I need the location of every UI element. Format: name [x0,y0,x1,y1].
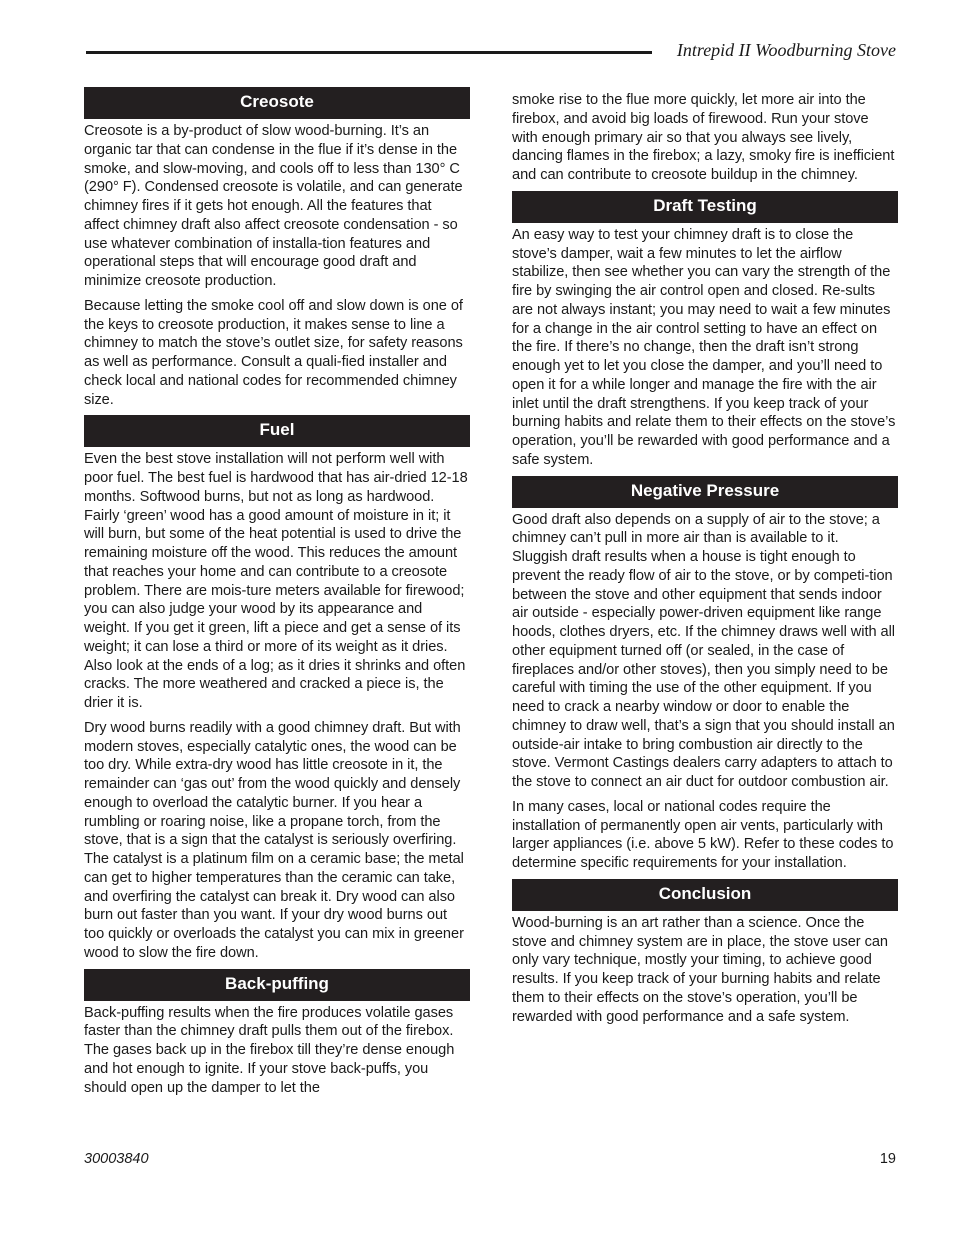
page-number: 19 [879,1151,896,1167]
back-puffing-continued: smoke rise to the flue more quickly, let more air into the firebox, and avoid big loads of firewood. Run your stove with enough primary air so that you always see lively, dancing flames in the firebox; a lazy, smoky fire is inefficient and can contribute to creosote buildup in the chimney. [512,92,895,183]
right-column [512,91,898,1032]
section-heading-back-puffing: Back-puffing [84,969,470,1001]
section-heading-conclusion: Conclusion [512,879,898,911]
fuel-paragraph-1: Even the best stove installation will not perform well with poor fuel. The best fuel is hardwood that has air-dried 12-18 months. Softwood burns, but not as long as hardwood. Fairly ‘green’ wood has a good amount of moisture in it; it will burn, but some of the heat potential is used to drive the remaining moisture off the wood. This reduces the amount that reaches your home and can contribute to a creosote problem. There are mois-ture meters available for firewood; you can also judge your wood by its appearance and weight. If you get it green, lift a piece and get a sense of its weight; it can lose a third or more of its weight as it dries. Also look at the ends of a log; as it dries it shrinks and often cracks. The more weathered and cracked a piece is, the drier it is. [84,451,468,711]
creosote-paragraph-2: Because letting the smoke cool off and slow down is one of the keys to creosote production, it makes sense to line a chimney to match the stove’s outlet size, for safety reasons as well as performance. Consult a quali-fied installer and check local and national codes for recommended chimney size. [84,297,463,408]
back-puffing-paragraph-1: Back-puffing results when the fire produces volatile gases faster than the chimney draft pulls them out of the firebox. The gases back up in the firebox till they’re dense enough and hot enough to ignite. If your stove back-puffs, you should open up the damper to let the [84,1004,455,1096]
section-heading-negative-pressure: Negative Pressure [512,476,898,508]
negative-pressure-paragraph-2: In many cases, local or national codes require the installation of permanently open air vents, particularly with larger appliances (i.e. above 5 kW). Refer to these codes to determine specific requirements for your installation. [512,798,894,871]
section-heading-fuel: Fuel [84,415,470,447]
section-heading-draft-testing: Draft Testing [512,191,898,223]
section-heading-creosote: Creosote [84,87,470,119]
creosote-paragraph-1: Creosote is a by-product of slow wood-burning. It’s an organic tar that can condense in the flue if it’s dense in the smoke, and slow-moving, and cools off to less than 130° C (290° F). Condensed creosote is volatile, and can generate chimney fires if it gets hot enough. All the features that affect chimney draft also affect creosote condensation - so use whatever combination of installa-tion features and operational steps that will encourage good draft and minimize creosote production. [84,123,463,289]
negative-pressure-paragraph-1: Good draft also depends on a supply of air to the stove; a chimney can’t pull in more air than is available to it. Sluggish draft results when a house is tight enough to prevent the ready flow of air to the stove, or by competi-tion between the stove and other equipment that sends indoor air outside - especially power-driven equipment like range hoods, clothes dryers, etc. If the chimney draws well with all other equipment turned off (or sealed, in the case of fireplaces and/or other stoves), then you simply need to be careful with timing the use of the other equipment. If you need to crack a nearby window or door to enable the chimney to draw well, that’s a sign that you should install an outside-air intake to bring combustion air directly to the stove. Vermont Castings dealers carry adapters to attach to the stove to connect an air duct for outdoor combustion air. [512,511,895,790]
header-rule [86,51,652,54]
running-header-title: Intrepid II Woodburning Stove [676,40,896,60]
left-column [84,87,470,1103]
document-number: 30003840 [84,1151,149,1167]
draft-testing-paragraph-1: An easy way to test your chimney draft is to close the stove’s damper, wait a few minutes to let the airflow stabilize, then see whether you can vary the strength of the fire by swinging the air control open and closed. Re-sults are not always instant; you may need to wait a few minutes for a change in the air control setting to have an effect on the fire. If there’s no change, then the draft isn’t strong enough yet to let you close the damper, and you’ll need to open it for a while longer and manage the fire with the air inlet until the draft strengthens. If you keep track of your burning habits and relate them to their effects on the stove’s operation, you’ll be rewarded with good performance and a safe system. [512,226,896,468]
conclusion-paragraph-1: Wood-burning is an art rather than a science. Once the stove and chimney system are in place, the stove user can only vary technique, mostly your timing, to achieve good results. If you keep track of your burning habits and relate them to their effects on the stove’s operation, you’ll be rewarded with good performance and a safe system. [512,914,888,1025]
fuel-paragraph-2: Dry wood burns readily with a good chimney draft. But with modern stoves, especially catalytic ones, the wood can be too dry. While extra-dry wood has little creosote in it, the remainder can ‘gas out’ from the wood quickly and densely enough to overload the catalytic burner. If you hear a rumbling or roaring noise, like a propane torch, from the stove, that is a sign that the catalyst is seriously overfiring. The catalyst is a platinum film on a ceramic base; the metal can get to higher temperatures than the ceramic can take, and overfiring the catalyst can break it. Dry wood can also burn out faster than you want. If your dry wood burns out too quickly or overloads the catalyst you can mix in greener wood to slow the fire down. [84,719,464,961]
